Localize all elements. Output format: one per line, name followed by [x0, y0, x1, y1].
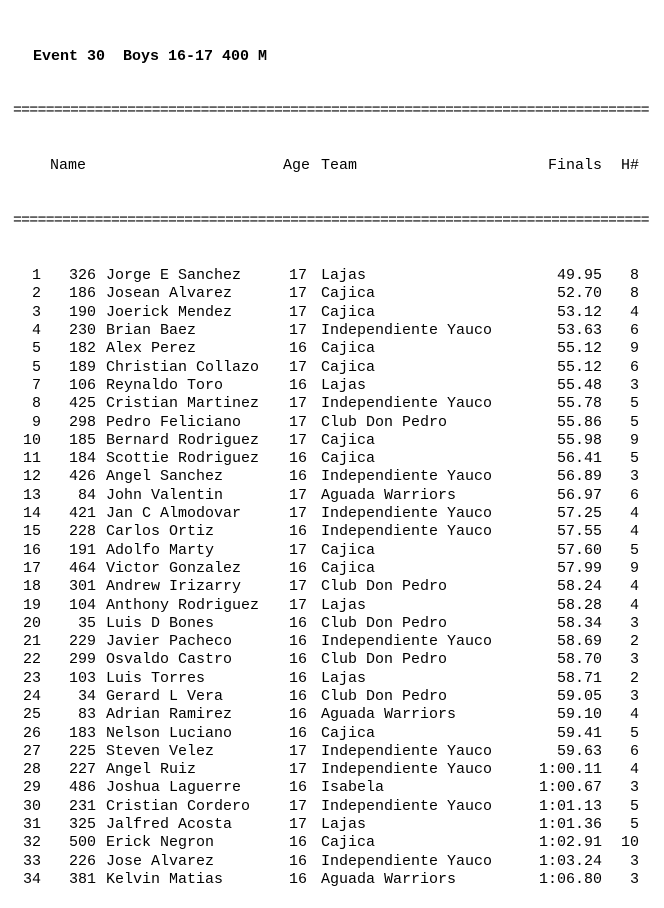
result-heat: 3	[629, 468, 639, 486]
result-row	[13, 706, 649, 724]
result-team: Lajas	[321, 669, 367, 687]
result-num: 464	[68, 559, 96, 577]
result-row	[13, 285, 649, 303]
result-team: Lajas	[321, 596, 367, 614]
result-heat: 4	[629, 761, 639, 779]
result-place: 16	[22, 541, 41, 559]
result-age: 16	[289, 870, 308, 888]
result-heat: 3	[629, 779, 639, 797]
result-finals: 59.41	[556, 724, 602, 742]
result-name: Adolfo Marty	[106, 541, 215, 559]
result-place: 19	[22, 596, 41, 614]
result-finals: 56.97	[556, 486, 602, 504]
event-title: Event 30 Boys 16-17 400 M	[33, 47, 268, 65]
result-age: 16	[289, 559, 308, 577]
result-row	[13, 871, 649, 889]
result-row	[13, 505, 649, 523]
result-heat: 2	[629, 633, 639, 651]
result-heat: 8	[629, 267, 639, 285]
result-place: 10	[22, 431, 41, 449]
result-team: Club Don Pedro	[321, 651, 448, 669]
result-heat: 5	[629, 541, 639, 559]
result-age: 16	[289, 834, 308, 852]
result-num: 189	[68, 358, 96, 376]
result-place: 29	[22, 779, 41, 797]
result-team: Independiente Yauco	[321, 742, 493, 760]
result-name: Scottie Rodriguez	[106, 450, 260, 468]
header-finals: Finals	[547, 157, 602, 175]
result-place: 26	[22, 724, 41, 742]
result-heat: 4	[629, 303, 639, 321]
result-num: 190	[68, 303, 96, 321]
column-header-row	[13, 157, 649, 175]
header-heat: H#	[620, 157, 639, 175]
result-row	[13, 798, 649, 816]
result-row	[13, 450, 649, 468]
result-finals: 1:06.80	[538, 870, 602, 888]
result-num: 298	[68, 413, 96, 431]
result-finals: 56.89	[556, 468, 602, 486]
result-place: 13	[22, 486, 41, 504]
result-heat: 3	[629, 870, 639, 888]
result-age: 17	[289, 816, 308, 834]
result-team: Cajica	[321, 431, 376, 449]
result-finals: 57.60	[556, 541, 602, 559]
result-place: 5	[31, 340, 41, 358]
result-team: Independiente Yauco	[321, 395, 493, 413]
results-list	[13, 267, 649, 889]
result-age: 17	[289, 541, 308, 559]
result-team: Independiente Yauco	[321, 322, 493, 340]
result-finals: 58.69	[556, 633, 602, 651]
result-place: 3	[31, 303, 41, 321]
result-name: Christian Collazo	[106, 358, 260, 376]
result-num: 500	[68, 834, 96, 852]
result-place: 12	[22, 468, 41, 486]
result-num: 191	[68, 541, 96, 559]
result-num: 326	[68, 267, 96, 285]
result-finals: 55.78	[556, 395, 602, 413]
result-team: Cajica	[321, 358, 376, 376]
result-age: 17	[289, 285, 308, 303]
result-num: 35	[77, 614, 96, 632]
result-place: 15	[22, 523, 41, 541]
result-name: John Valentin	[106, 486, 224, 504]
result-num: 104	[68, 596, 96, 614]
result-name: Cristian Cordero	[106, 797, 251, 815]
result-heat: 4	[629, 596, 639, 614]
result-age: 17	[289, 505, 308, 523]
result-place: 31	[22, 816, 41, 834]
result-place: 14	[22, 505, 41, 523]
result-num: 34	[77, 687, 96, 705]
result-name: Andrew Irizarry	[106, 578, 242, 596]
result-finals: 59.10	[556, 706, 602, 724]
result-row	[13, 688, 649, 706]
result-row	[13, 779, 649, 797]
top-rule: ==============================================================================	[13, 102, 649, 120]
result-name: Steven Velez	[106, 742, 215, 760]
result-heat: 5	[629, 816, 639, 834]
result-age: 16	[289, 523, 308, 541]
result-place: 34	[22, 870, 41, 888]
result-num: 299	[68, 651, 96, 669]
result-heat: 3	[629, 687, 639, 705]
result-finals: 52.70	[556, 285, 602, 303]
result-finals: 59.05	[556, 687, 602, 705]
result-team: Cajica	[321, 559, 376, 577]
result-name: Alex Perez	[106, 340, 197, 358]
result-place: 30	[22, 797, 41, 815]
result-team: Club Don Pedro	[321, 614, 448, 632]
result-finals: 1:01.13	[538, 797, 602, 815]
result-name: Joerick Mendez	[106, 303, 233, 321]
result-team: Independiente Yauco	[321, 468, 493, 486]
result-finals: 58.70	[556, 651, 602, 669]
result-place: 22	[22, 651, 41, 669]
result-age: 16	[289, 468, 308, 486]
result-heat: 4	[629, 523, 639, 541]
result-row	[13, 542, 649, 560]
result-num: 381	[68, 870, 96, 888]
result-row	[13, 560, 649, 578]
result-place: 5	[31, 358, 41, 376]
result-finals: 1:02.91	[538, 834, 602, 852]
result-num: 229	[68, 633, 96, 651]
result-num: 106	[68, 376, 96, 394]
result-team: Cajica	[321, 340, 376, 358]
result-row	[13, 725, 649, 743]
result-name: Luis D Bones	[106, 614, 215, 632]
result-heat: 4	[629, 578, 639, 596]
result-row	[13, 304, 649, 322]
result-heat: 3	[629, 614, 639, 632]
result-place: 20	[22, 614, 41, 632]
result-team: Independiente Yauco	[321, 505, 493, 523]
result-heat: 4	[629, 706, 639, 724]
result-place: 8	[31, 395, 41, 413]
result-finals: 56.41	[556, 450, 602, 468]
result-name: Pedro Feliciano	[106, 413, 242, 431]
result-name: Bernard Rodriguez	[106, 431, 260, 449]
result-age: 16	[289, 614, 308, 632]
result-num: 425	[68, 395, 96, 413]
result-place: 24	[22, 687, 41, 705]
result-finals: 1:01.36	[538, 816, 602, 834]
result-row	[13, 359, 649, 377]
result-place: 2	[31, 285, 41, 303]
result-finals: 55.12	[556, 358, 602, 376]
result-name: Jose Alvarez	[106, 852, 215, 870]
result-name: Victor Gonzalez	[106, 559, 242, 577]
result-place: 7	[31, 376, 41, 394]
header-name: Name	[50, 157, 87, 175]
result-num: 84	[77, 486, 96, 504]
result-row	[13, 761, 649, 779]
result-finals: 55.86	[556, 413, 602, 431]
result-place: 17	[22, 559, 41, 577]
result-name: Joshua Laguerre	[106, 779, 242, 797]
result-finals: 1:03.24	[538, 852, 602, 870]
result-heat: 2	[629, 669, 639, 687]
result-place: 28	[22, 761, 41, 779]
result-heat: 5	[629, 395, 639, 413]
results-document	[13, 11, 649, 908]
result-row	[13, 340, 649, 358]
result-place: 32	[22, 834, 41, 852]
result-age: 17	[289, 303, 308, 321]
header-age: Age	[283, 157, 311, 175]
result-team: Cajica	[321, 724, 376, 742]
result-heat: 5	[629, 450, 639, 468]
result-place: 1	[31, 267, 41, 285]
result-heat: 3	[629, 852, 639, 870]
result-row	[13, 633, 649, 651]
result-finals: 53.12	[556, 303, 602, 321]
result-name: Angel Sanchez	[106, 468, 224, 486]
result-row	[13, 468, 649, 486]
result-row	[13, 267, 649, 285]
result-team: Independiente Yauco	[321, 797, 493, 815]
result-team: Independiente Yauco	[321, 523, 493, 541]
result-num: 231	[68, 797, 96, 815]
result-age: 17	[289, 486, 308, 504]
result-team: Independiente Yauco	[321, 761, 493, 779]
result-team: Cajica	[321, 450, 376, 468]
result-name: Anthony Rodriguez	[106, 596, 260, 614]
result-finals: 58.28	[556, 596, 602, 614]
result-place: 25	[22, 706, 41, 724]
result-num: 301	[68, 578, 96, 596]
result-team: Club Don Pedro	[321, 687, 448, 705]
result-heat: 9	[629, 559, 639, 577]
result-num: 182	[68, 340, 96, 358]
result-heat: 5	[629, 413, 639, 431]
result-name: Jan C Almodovar	[106, 505, 242, 523]
result-row	[13, 377, 649, 395]
result-heat: 5	[629, 724, 639, 742]
result-num: 230	[68, 322, 96, 340]
result-name: Osvaldo Castro	[106, 651, 233, 669]
result-finals: 59.63	[556, 742, 602, 760]
result-name: Nelson Luciano	[106, 724, 233, 742]
result-age: 17	[289, 596, 308, 614]
result-age: 17	[289, 267, 308, 285]
result-age: 17	[289, 413, 308, 431]
result-heat: 6	[629, 742, 639, 760]
result-row	[13, 395, 649, 413]
result-name: Gerard L Vera	[106, 687, 224, 705]
result-finals: 49.95	[556, 267, 602, 285]
result-finals: 1:00.11	[538, 761, 602, 779]
result-name: Adrian Ramirez	[106, 706, 233, 724]
result-name: Erick Negron	[106, 834, 215, 852]
result-num: 83	[77, 706, 96, 724]
result-place: 21	[22, 633, 41, 651]
result-name: Luis Torres	[106, 669, 206, 687]
result-row	[13, 432, 649, 450]
result-num: 186	[68, 285, 96, 303]
result-team: Cajica	[321, 303, 376, 321]
result-age: 16	[289, 779, 308, 797]
result-num: 421	[68, 505, 96, 523]
result-age: 17	[289, 797, 308, 815]
result-heat: 8	[629, 285, 639, 303]
result-num: 184	[68, 450, 96, 468]
result-heat: 4	[629, 505, 639, 523]
result-age: 16	[289, 340, 308, 358]
result-row	[13, 615, 649, 633]
result-age: 17	[289, 358, 308, 376]
result-finals: 55.48	[556, 376, 602, 394]
result-team: Independiente Yauco	[321, 633, 493, 651]
result-row	[13, 322, 649, 340]
result-num: 227	[68, 761, 96, 779]
result-row	[13, 414, 649, 432]
result-team: Aguada Warriors	[321, 706, 457, 724]
result-age: 16	[289, 651, 308, 669]
result-row	[13, 670, 649, 688]
result-place: 11	[22, 450, 41, 468]
result-age: 17	[289, 395, 308, 413]
result-heat: 6	[629, 358, 639, 376]
result-place: 27	[22, 742, 41, 760]
result-age: 16	[289, 852, 308, 870]
result-name: Carlos Ortiz	[106, 523, 215, 541]
result-finals: 58.71	[556, 669, 602, 687]
result-row	[13, 651, 649, 669]
result-row	[13, 487, 649, 505]
result-age: 17	[289, 742, 308, 760]
result-place: 23	[22, 669, 41, 687]
result-place: 18	[22, 578, 41, 596]
result-row	[13, 597, 649, 615]
result-finals: 55.12	[556, 340, 602, 358]
result-team: Club Don Pedro	[321, 413, 448, 431]
result-team: Lajas	[321, 267, 367, 285]
result-row	[13, 816, 649, 834]
result-finals: 58.24	[556, 578, 602, 596]
result-heat: 10	[620, 834, 639, 852]
result-name: Jorge E Sanchez	[106, 267, 242, 285]
result-heat: 9	[629, 340, 639, 358]
result-team: Aguada Warriors	[321, 486, 457, 504]
result-name: Kelvin Matias	[106, 870, 224, 888]
result-finals: 57.99	[556, 559, 602, 577]
result-num: 225	[68, 742, 96, 760]
result-heat: 6	[629, 486, 639, 504]
result-team: Independiente Yauco	[321, 852, 493, 870]
result-age: 16	[289, 724, 308, 742]
result-team: Aguada Warriors	[321, 870, 457, 888]
result-finals: 57.55	[556, 523, 602, 541]
result-name: Josean Alvarez	[106, 285, 233, 303]
header-rule: ==============================================================================	[13, 212, 649, 230]
result-num: 183	[68, 724, 96, 742]
result-team: Cajica	[321, 285, 376, 303]
result-finals: 58.34	[556, 614, 602, 632]
result-team: Club Don Pedro	[321, 578, 448, 596]
result-row	[13, 523, 649, 541]
result-finals: 1:00.67	[538, 779, 602, 797]
result-heat: 6	[629, 322, 639, 340]
result-finals: 53.63	[556, 322, 602, 340]
result-age: 16	[289, 633, 308, 651]
result-num: 426	[68, 468, 96, 486]
result-team: Isabela	[321, 779, 385, 797]
result-age: 16	[289, 450, 308, 468]
result-heat: 9	[629, 431, 639, 449]
result-age: 17	[289, 578, 308, 596]
result-team: Cajica	[321, 541, 376, 559]
result-age: 16	[289, 669, 308, 687]
result-age: 16	[289, 376, 308, 394]
result-age: 17	[289, 322, 308, 340]
result-age: 17	[289, 761, 308, 779]
result-num: 228	[68, 523, 96, 541]
result-num: 103	[68, 669, 96, 687]
result-name: Angel Ruiz	[106, 761, 197, 779]
header-team: Team	[321, 157, 358, 175]
result-finals: 57.25	[556, 505, 602, 523]
result-num: 486	[68, 779, 96, 797]
result-age: 16	[289, 687, 308, 705]
result-name: Jalfred Acosta	[106, 816, 233, 834]
result-age: 17	[289, 431, 308, 449]
result-place: 9	[31, 413, 41, 431]
result-place: 33	[22, 852, 41, 870]
result-row	[13, 834, 649, 852]
result-heat: 3	[629, 651, 639, 669]
result-team: Cajica	[321, 834, 376, 852]
result-place: 4	[31, 322, 41, 340]
result-name: Cristian Martinez	[106, 395, 260, 413]
result-age: 16	[289, 706, 308, 724]
result-heat: 3	[629, 376, 639, 394]
result-row	[13, 853, 649, 871]
result-row	[13, 578, 649, 596]
result-num: 185	[68, 431, 96, 449]
result-team: Lajas	[321, 376, 367, 394]
result-name: Brian Baez	[106, 322, 197, 340]
result-name: Javier Pacheco	[106, 633, 233, 651]
result-row	[13, 743, 649, 761]
result-team: Lajas	[321, 816, 367, 834]
result-finals: 55.98	[556, 431, 602, 449]
result-heat: 5	[629, 797, 639, 815]
result-name: Reynaldo Toro	[106, 376, 224, 394]
result-num: 226	[68, 852, 96, 870]
result-num: 325	[68, 816, 96, 834]
